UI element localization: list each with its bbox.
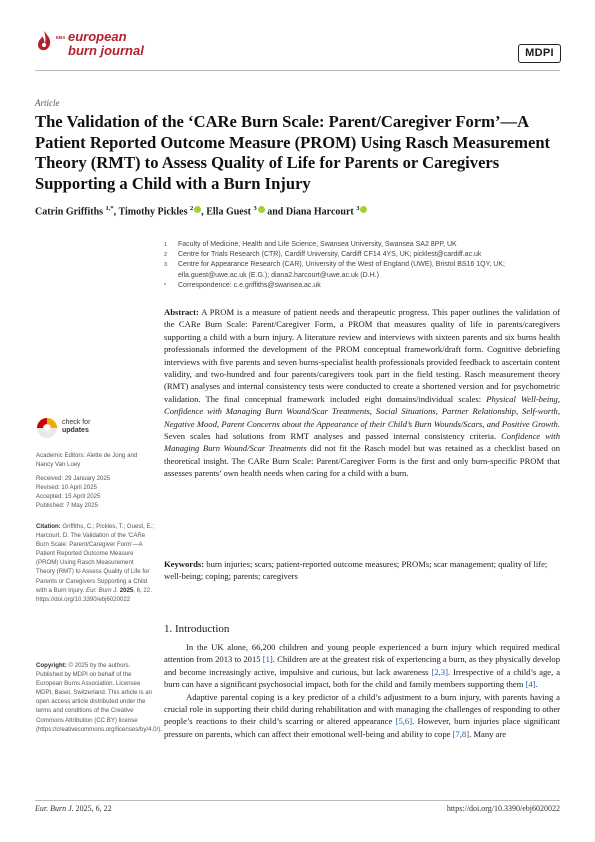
affiliation-item [164,240,564,250]
author-separator: and [264,206,286,218]
author-affil-mark: 1,* [105,205,114,212]
footer-year: 2025 [75,804,92,813]
copyright-block [36,661,162,734]
abstract [164,306,560,480]
affiliation-mark: * [164,282,167,289]
check-updates-line1: check for [62,419,91,426]
dates [36,474,154,510]
author-list [35,205,555,217]
citation-link[interactable]: [1] [262,654,273,665]
publisher-logo[interactable]: MDPI [518,44,561,63]
paragraph-text: . However, burn injuries place significant pressure on parents, which can affect their emotional well-being and ability to cope [164,716,560,739]
citation-block [36,522,154,604]
citation-volume-doi[interactable]: , 6, 22. https://doi.org/10.3390/ebj6020022 [36,586,152,603]
paragraph-text: Adaptive parental coping is a key predictor of a child’s adjustment to a burn injury, with parents having a crucial role in supporting their child during rehabilitation and with managing the challenges of responding to other people’s reactions to their child’s scarring or altered appearance [164,691,560,727]
affiliation-mark: 1 [164,242,168,248]
intro-body [164,641,560,740]
citation-journal: Eur. Burn J. [86,586,118,594]
journal-name[interactable] [68,30,144,58]
author-separator: , [201,206,207,218]
affiliation-item [164,281,564,291]
affiliation-item [164,260,564,280]
author-name[interactable]: Diana Harcourt [285,206,354,218]
abstract-scales: Physical Well-being, Confidence with Managing Burn Wound/Scar Treatments, Social Situations, Partner Relationship, Self-worth, Negative Mood, Parent Concerns about the Appearance of their Child’s Burn Wounds/Scars, and Positive Growth. [164,393,560,429]
footer-journal [35,804,112,813]
affiliation-text: Faculty of Medicine, Health and Life Science, Swansea University, Swansea SA2 8PP, UK [178,241,457,248]
citation-link[interactable]: [5,6] [395,716,413,727]
author-name[interactable]: Ella Guest [206,206,251,218]
abstract-text: did not fit the Rasch model but was retained as a checklist based on theoretical insight. The CARe Burn Scale: Parent/Caregiver Form is the first and only burn-specific PROM that assesses parents’ own health needs when caring for a child with a burn. [164,443,560,479]
abstract-text: Seven scales had solutions from RMT analyses and passed internal consistency criteria. [164,431,502,442]
footer-journal-name: Eur. Burn J. [35,804,74,813]
check-for-updates-button[interactable] [36,416,116,440]
paragraph-text: . Children are at the greatest risk of experiencing a burn, as they physically develop and become increasingly active, impulsive and curious, but lack awareness [164,654,561,677]
footer-doi-link[interactable]: https://doi.org/10.3390/ebj6020022 [446,804,560,813]
keywords [164,558,560,583]
affiliations [164,240,564,291]
affiliation-item [164,250,564,260]
citation-link[interactable]: [7,8] [452,728,470,739]
footer-volume: , 6, 22 [91,804,112,813]
paragraph [164,691,560,741]
paragraph [164,641,560,691]
received-date: Received: 29 January 2025 [36,475,111,482]
abstract-text: A PROM is a measure of patient needs and therapeutic progress. This paper outlines the validation of the CARe Burn Scale: Parent/Caregiver Form, a PROM that measures quality of life in parents/caregivers supporting a child with a burn injury. A literature review and interviews with sixteen parents and six burns health professionals informed the development of the PROM conceptual framework/draft form. Cognitive debriefing interviews with five parents and seven burns-specialist health professionals provided feedback to ascertain content validity, and two-hundred and four parents/caregivers took part in the field testing. Rasch measurement theory (RMT) analyses and internal consistency tests were conducted to create a shortened version and for psychometric validation. The final conceptual framework included eight domains/individual scales: [164,307,560,404]
affiliation-mark: 2 [164,252,168,259]
author-name[interactable]: Timothy Pickles [118,206,188,218]
citation-link[interactable]: [2,3] [431,666,448,677]
header-divider [35,70,560,71]
orcid-icon[interactable] [258,206,265,213]
copyright-label: Copyright: [36,662,67,669]
published-date: Published: 7 May 2025 [36,502,98,510]
academic-editors: Academic Editors: Alette de Jong and Nancy Van Loey [36,452,138,469]
copyright-text: © 2025 by the authors. Published by MDPI on behalf of the European Burns Association. Licensee MDPI, Basel, Switzerland. This article is an open access article distributed under the terms and conditions of the Creative Commons Attribution (CC BY) license (https://creativecommons.org/licenses/by/4.0/). [36,662,162,733]
affiliation-text: Centre for Appearance Research (CAR), University of the West of England (UWE), Bristol BS16 1QY, UK; ella.guest@uwe.ac.uk (E.G.); diana2.harcourt@uwe.ac.uk (D.H.) [178,261,505,279]
section-heading: 1. Introduction [164,623,230,635]
accepted-date: Accepted: 15 April 2025 [36,493,101,501]
article-type: Article [35,98,60,108]
check-updates-line2: updates [62,427,89,434]
affiliation-mark: 3 [164,262,168,269]
author-affil-mark: 2 [189,205,194,212]
paper-title: The Validation of the ‘CARe Burn Scale: Parent/Caregiver Form’—A Patient Reported Outcome Measure (PROM) Using Rasch Measurement Theory (RMT) to Assess Quality of Life for Parents or Caregivers Supporting a Child with a Burn Injury [35,112,551,193]
citation-text: Griffiths, C.; Pickles, T.; Guest, E.; Harcourt, D. The Validation of the ‘CARe Burn Scale: Parent/Caregiver Form’—A Patient Reported Outcome Measure (PROM) Using Rasch Measurement Theory (RMT) to Assess Quality of Life for Parents or Caregivers Supporting a Child with a Burn Injury. [36,523,154,594]
footer-divider [35,800,560,801]
author-separator: , [113,206,119,218]
affiliation-text: Centre for Trials Research (CTR), Cardiff University, Cardiff CF14 4YS, UK; picklest@cardiff.ac.uk [178,251,482,259]
paragraph-text: . Many are [469,728,507,739]
author-name[interactable]: Catrin Griffiths [35,206,104,218]
abstract-scale-dropped: Confidence with Managing Burn Wound/Scar Treatments [164,431,560,454]
citation-year: 2025 [119,586,134,594]
check-updates-label [62,419,90,435]
author-affil-mark: 3 [356,205,360,212]
paragraph-text: In the UK alone, 66,200 children and young people experienced a burn injury which required medical attention from 2013 to 2015 [164,642,560,665]
affiliation-text: Correspondence: c.e.griffiths@swansea.ac.uk [178,281,321,289]
orcid-icon[interactable] [360,206,367,213]
journal-logo-icon [35,30,53,52]
journal-name-line1: european [68,29,127,44]
logo-badge: EBA [56,35,66,40]
keywords-text: burn injuries; scars; patient-reported outcome measures; PROMs; scar management; quality of life; well-being; coping; parents; caregivers [164,559,548,582]
citation-link[interactable]: [4] [525,679,536,690]
abstract-label: Abstract: [164,307,199,317]
revised-date: Revised: 10 April 2025 [36,484,97,492]
journal-name-line2: burn journal [68,43,144,58]
citation-label: Citation: [36,523,61,530]
author-affil-mark: 3 [253,205,257,212]
check-updates-icon [36,416,58,440]
paragraph-text: . Irrespective of a child’s age, a burn can have a significant psychosocial impact, both for the child and family members supporting them [164,666,561,690]
paragraph-text: . [535,679,538,690]
keywords-label: Keywords: [164,559,205,569]
